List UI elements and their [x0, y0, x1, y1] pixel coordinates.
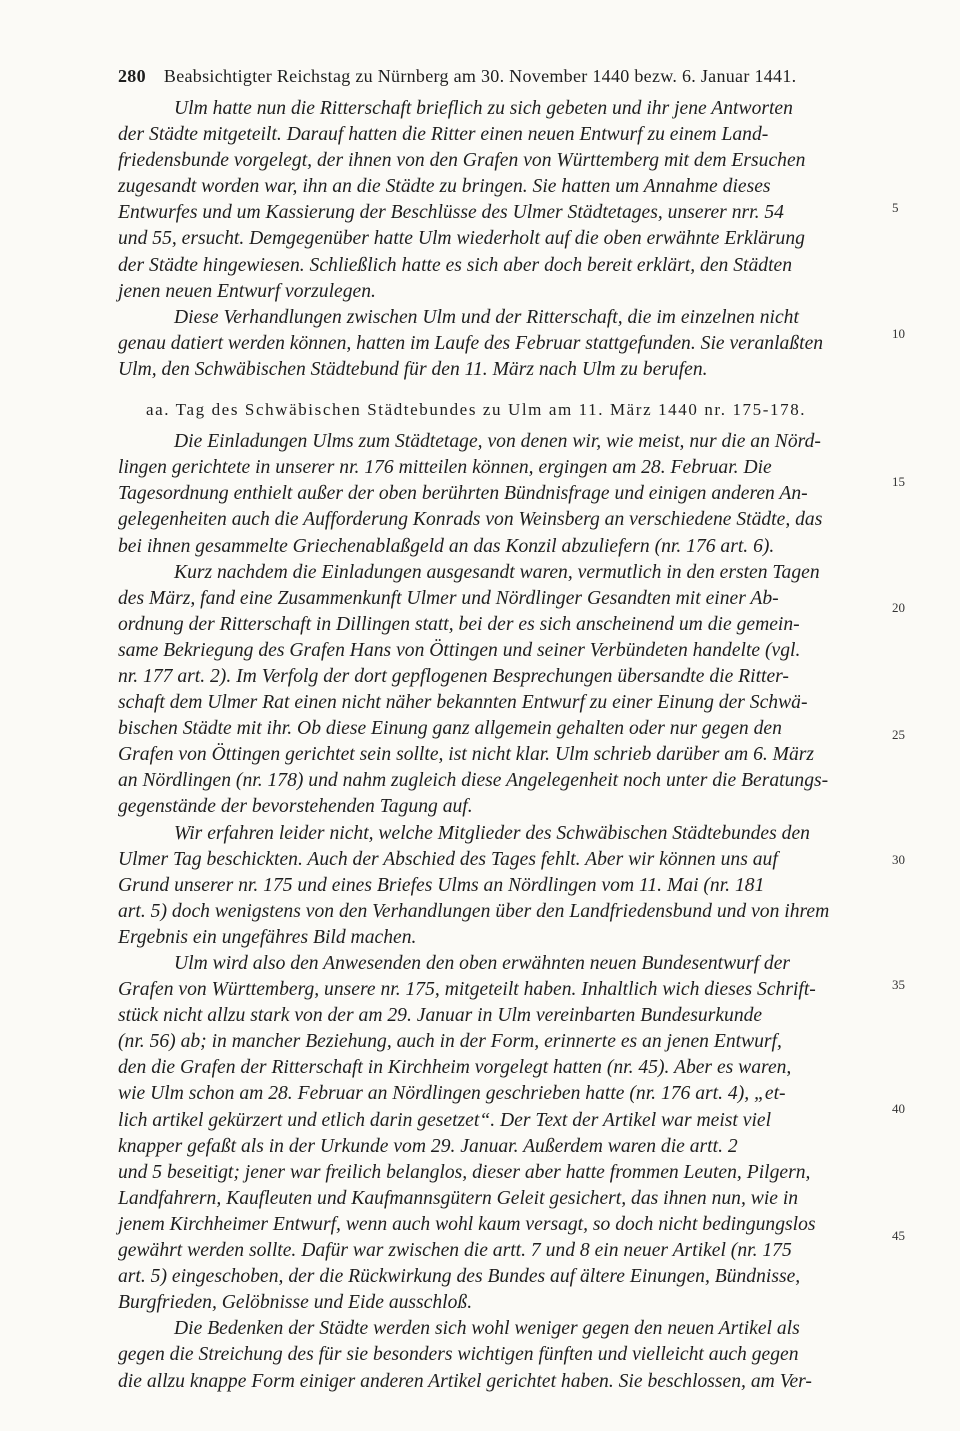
- line-number: 30: [892, 852, 905, 867]
- text-line: (nr. 56) ab; in mancher Beziehung, auch in der Form, erinnerte es an jenen Entwurf,: [118, 1031, 782, 1053]
- text-line: Burgfrieden, Gelöbnisse und Eide ausschloß.: [118, 1292, 473, 1314]
- text-line: Entwurfes und um Kassierung der Beschlüsse des Ulmer Städtetages, unserer nrr. 54: [118, 202, 784, 224]
- text-line: art. 5) eingeschoben, der die Rückwirkung des Bundes auf ältere Einungen, Bündnisse,: [118, 1266, 801, 1288]
- text-line: lich artikel gekürzert und etlich darin gesetzet“. Der Text der Artikel war meist viel: [118, 1109, 772, 1131]
- text-line: Kurz nachdem die Einladungen ausgesandt waren, vermutlich in den ersten Tagen: [174, 561, 820, 583]
- paragraph-4: [118, 560, 888, 821]
- text-line: lingen gerichtete in unserer nr. 176 mitteilen können, ergingen am 28. Februar. Die: [118, 457, 772, 479]
- text-line: wie Ulm schon am 28. Februar an Nördlingen geschrieben hatte (nr. 176 art. 4), „et-: [118, 1083, 786, 1105]
- text-line: Wir erfahren leider nicht, welche Mitglieder des Schwäbischen Städtebundes den: [174, 822, 810, 844]
- text-line: jenem Kirchheimer Entwurf, wenn auch wohl kaum versagt, so doch nicht bedingungslos: [118, 1213, 816, 1235]
- running-title: Beabsichtigter Reichstag zu Nürnberg am 30. November 1440 bezw. 6. Januar 1441.: [163, 66, 797, 86]
- text-line: Grafen von Württemberg, unsere nr. 175, mitgeteilt haben. Inhaltlich wich dieses Schrift-: [118, 979, 816, 1001]
- text-line: Grund unserer nr. 175 und eines Briefes Ulms an Nördlingen vom 11. Mai (nr. 181: [118, 874, 765, 896]
- text-line: des März, fand eine Zusammenkunft Ulmer und Nördlinger Gesandten mit einer Ab-: [118, 587, 779, 609]
- text-line: friedensbunde vorgelegt, der ihnen von den Grafen von Württemberg mit dem Ersuchen: [118, 150, 806, 172]
- line-number: 40: [892, 1101, 905, 1116]
- paragraph-7: [118, 1316, 888, 1394]
- text-line: Ergebnis ein ungefähres Bild machen.: [118, 926, 417, 948]
- text-line: bischen Städte mit ihr. Ob diese Einung ganz allgemein gehalten oder nur gegen den: [118, 718, 782, 740]
- paragraph-5: [118, 821, 888, 951]
- line-number: 20: [892, 600, 905, 615]
- text-line: der Städte hingewiesen. Schließlich hatte es sich aber doch bereit erklärt, den Städten: [118, 254, 793, 276]
- page-number: 280: [118, 66, 146, 86]
- text-line: gegen die Streichung des für sie besonders wichtigen fünften und vielleicht auch gegen: [118, 1344, 799, 1366]
- body-text: [118, 96, 888, 1395]
- line-number: 10: [892, 326, 905, 341]
- text-line: Tagesordnung enthielt außer der oben berührten Bündnisfrage und einigen anderen An-: [118, 483, 808, 505]
- text-line: bei ihnen gesammelte Griechenablaßgeld an das Konzil abzuliefern (nr. 176 art. 6).: [118, 535, 775, 557]
- text-line: schaft dem Ulmer Rat einen nicht näher bekannten Entwurf zu einer Einung der Schwä-: [118, 692, 808, 714]
- text-line: zugesandt worden war, ihn an die Städte zu bringen. Sie hatten um Annahme dieses: [118, 176, 771, 198]
- text-line: die allzu knappe Form einiger anderen Artikel gerichtet haben. Sie beschlossen, am Ver-: [118, 1370, 812, 1392]
- paragraph-2: [118, 305, 888, 383]
- text-line: an Nördlingen (nr. 178) und nahm zugleich diese Angelegenheit noch unter die Beratungs-: [118, 770, 829, 792]
- line-number: 25: [892, 727, 905, 742]
- text-line: und 5 beseitigt; jener war freilich belanglos, dieser aber hatte frommen Leuten, Pilgern,: [118, 1161, 811, 1183]
- paragraph-3: [118, 429, 888, 559]
- text-line: Ulm wird also den Anwesenden den oben erwähnten neuen Bundesentwurf der: [174, 953, 791, 974]
- text-line: stück nicht allzu stark von der am 29. Januar in Ulm vereinbarten Bundesurkunde: [118, 1005, 763, 1027]
- text-line: same Bekriegung des Grafen Hans von Öttingen und seiner Verbündeten handelte (vgl.: [118, 639, 801, 661]
- line-number: 45: [892, 1228, 905, 1243]
- text-line: Ulmer Tag beschickten. Auch der Abschied des Tages fehlt. Aber wir können uns auf: [118, 848, 778, 870]
- text-line: Ulm, den Schwäbischen Städtebund für den 11. März nach Ulm zu berufen.: [118, 358, 708, 380]
- paragraph-6: [118, 951, 888, 1316]
- text-line: art. 5) doch wenigstens von den Verhandlungen über den Landfriedensbund und von ihrem: [118, 900, 830, 922]
- section-heading: aa. Tag des Schwäbischen Städtebundes zu Ulm am 11. März 1440 nr. 175-178.: [146, 400, 807, 420]
- text-line: ordnung der Ritterschaft in Dillingen statt, bei der es sich anscheinend um die gemein-: [118, 613, 800, 635]
- text-line: gelegenheiten auch die Aufforderung Konrads von Weinsberg an verschiedene Städte, das: [118, 509, 823, 531]
- text-line: Landfahrern, Kaufleuten und Kaufmannsgütern Geleit gesichert, das ihnen nun, wie in: [118, 1187, 799, 1209]
- line-number: 35: [892, 977, 905, 992]
- text-line: und 55, ersucht. Demgegenüber hatte Ulm wiederholt auf die oben erwähnte Erklärung: [118, 228, 805, 250]
- line-number: 15: [892, 474, 905, 489]
- text-line: knapper gefaßt als in der Urkunde vom 29. Januar. Außerdem waren die artt. 2: [118, 1135, 738, 1157]
- text-line: genau datiert werden können, hatten im Laufe des Februar stattgefunden. Sie veranlaßten: [118, 332, 824, 354]
- text-line: Ulm hatte nun die Ritterschaft brieflich zu sich gebeten und ihr jene Antworten: [174, 98, 793, 119]
- text-line: Diese Verhandlungen zwischen Ulm und der Ritterschaft, die im einzelnen nicht: [174, 306, 799, 328]
- text-line: nr. 177 art. 2). Im Verfolg der dort gepflogenen Besprechungen übersandte die Ritter-: [118, 665, 789, 687]
- text-line: Die Einladungen Ulms zum Städtetage, von denen wir, wie meist, nur die an Nörd-: [174, 431, 821, 453]
- text-line: gewährt werden sollte. Dafür war zwischen die artt. 7 und 8 ein neuer Artikel (nr. 175: [118, 1240, 792, 1262]
- running-header: [118, 66, 878, 87]
- text-line: der Städte mitgeteilt. Darauf hatten die Ritter einen neuen Entwurf zu einem Land-: [118, 124, 769, 146]
- text-line: den die Grafen der Ritterschaft in Kirchheim vorgelegt hatten (nr. 45). Aber es waren,: [118, 1057, 792, 1079]
- text-line: Die Bedenken der Städte werden sich wohl weniger gegen den neuen Artikel als: [174, 1318, 800, 1340]
- line-number: 5: [892, 200, 899, 215]
- paragraph-1: [118, 96, 888, 305]
- text-line: Grafen von Öttingen gerichtet sein sollte, ist nicht klar. Ulm schrieb darüber am 6. März: [118, 744, 815, 766]
- text-line: jenen neuen Entwurf vorzulegen.: [118, 280, 376, 302]
- text-line: gegenstände der bevorstehenden Tagung auf.: [118, 796, 473, 818]
